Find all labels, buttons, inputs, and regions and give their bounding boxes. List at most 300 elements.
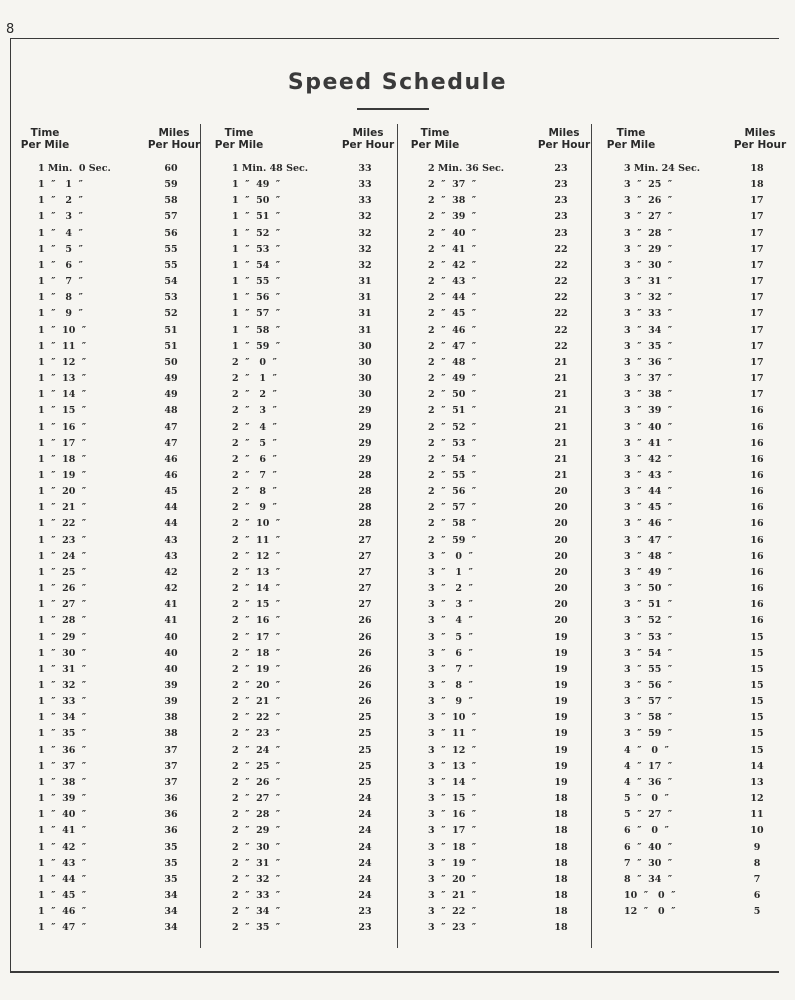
miles-per-hour-cell: 12 [750, 793, 764, 805]
miles-per-hour-cell: 46 [164, 453, 178, 465]
table-row [408, 403, 598, 419]
miles-per-hour-cell: 19 [554, 696, 568, 708]
miles-per-hour-cell: 44 [164, 502, 178, 514]
miles-per-hour-cell: 43 [164, 550, 178, 562]
miles-per-hour-cell: 33 [358, 179, 372, 191]
table-row [604, 581, 794, 597]
time-per-mile-cell: 3 ″ 30 ″ [624, 259, 673, 271]
table-row [212, 581, 402, 597]
time-per-mile-cell: 3 ″ 22 ″ [428, 906, 477, 918]
time-per-mile-cell: 1 ″ 39 ″ [38, 793, 87, 805]
table-row [408, 274, 598, 290]
time-per-mile-cell: 3 ″ 29 ″ [624, 243, 673, 255]
time-per-mile-cell: 1 ″ 22 ″ [38, 518, 87, 530]
miles-per-hour-cell: 41 [164, 615, 178, 627]
table-row [408, 807, 598, 823]
table-row [212, 516, 402, 532]
miles-per-hour-cell: 57 [164, 211, 178, 223]
table-row [212, 565, 402, 581]
miles-per-hour-cell: 10 [750, 825, 764, 837]
time-per-mile-cell: 1 ″ 34 ″ [38, 712, 87, 724]
time-per-mile-cell: 1 ″ 4 ″ [38, 227, 83, 239]
table-row [408, 323, 598, 339]
table-row [408, 743, 598, 759]
miles-per-hour-cell: 23 [554, 227, 568, 239]
time-per-mile-cell: 3 ″ 32 ″ [624, 292, 673, 304]
miles-per-hour-cell: 21 [554, 405, 568, 417]
table-row [18, 872, 208, 888]
time-per-mile-cell: 2 ″ 49 ″ [428, 373, 477, 385]
table-row [408, 823, 598, 839]
time-per-mile-cell: 2 ″ 50 ″ [428, 389, 477, 401]
table-row [212, 420, 402, 436]
table-row [604, 613, 794, 629]
miles-per-hour-cell: 17 [750, 389, 764, 401]
time-per-mile-cell: 2 ″ 26 ″ [232, 776, 281, 788]
table-row [18, 484, 208, 500]
miles-per-hour-cell: 16 [750, 437, 764, 449]
time-per-mile-cell: 1 ″ 51 ″ [232, 211, 281, 223]
table-row [408, 888, 598, 904]
table-row [18, 403, 208, 419]
time-per-mile-cell: 2 ″ 5 ″ [232, 437, 277, 449]
time-per-mile-cell: 1 ″ 58 ″ [232, 324, 281, 336]
time-per-mile-cell: 1 ″ 12 ″ [38, 356, 87, 368]
miles-per-hour-cell: 18 [554, 906, 568, 918]
miles-per-hour-cell: 49 [164, 373, 178, 385]
time-per-mile-cell: 3 ″ 39 ″ [624, 405, 673, 417]
miles-per-hour-cell: 37 [164, 744, 178, 756]
time-per-mile-cell: 2 ″ 9 ″ [232, 502, 277, 514]
time-per-mile-cell: 1 ″ 3 ″ [38, 211, 83, 223]
time-per-mile-cell: 1 ″ 36 ″ [38, 744, 87, 756]
miles-per-hour-cell: 22 [554, 324, 568, 336]
table-row [18, 613, 208, 629]
miles-per-hour-cell: 56 [164, 227, 178, 239]
time-per-mile-cell: 3 ″ 46 ″ [624, 518, 673, 530]
table-row [604, 339, 794, 355]
table-row [604, 630, 794, 646]
table-row [212, 646, 402, 662]
table-row [408, 226, 598, 242]
miles-per-hour-cell: 17 [750, 373, 764, 385]
miles-per-hour-cell: 36 [164, 825, 178, 837]
time-per-mile-cell: 1 ″ 43 ″ [38, 857, 87, 869]
table-row [604, 403, 794, 419]
time-per-mile-cell: 1 ″ 26 ″ [38, 583, 87, 595]
miles-per-hour-cell: 58 [164, 195, 178, 207]
time-per-mile-cell: 3 ″ 43 ″ [624, 469, 673, 481]
miles-per-hour-cell: 16 [750, 550, 764, 562]
table-row [408, 630, 598, 646]
miles-per-hour-cell: 29 [358, 437, 372, 449]
table-row [212, 872, 402, 888]
miles-per-hour-cell: 24 [358, 825, 372, 837]
table-row [18, 581, 208, 597]
time-per-mile-cell: 2 ″ 30 ″ [232, 841, 281, 853]
time-per-mile-cell: 4 ″ 17 ″ [624, 760, 673, 772]
table-row [212, 468, 402, 484]
time-per-mile-cell: 1 ″ 29 ″ [38, 631, 87, 643]
miles-per-hour-cell: 30 [358, 340, 372, 352]
miles-per-hour-cell: 20 [554, 599, 568, 611]
time-per-mile-cell: 1 ″ 11 ″ [38, 340, 87, 352]
miles-per-hour-cell: 40 [164, 647, 178, 659]
header-line: Per Mile [410, 138, 460, 151]
table-row [604, 533, 794, 549]
time-per-mile-header [204, 128, 274, 151]
table-rows [18, 161, 208, 937]
miles-per-hour-cell: 45 [164, 486, 178, 498]
table-row [212, 436, 402, 452]
time-per-mile-cell: 2 ″ 13 ″ [232, 566, 281, 578]
miles-per-hour-cell: 28 [358, 518, 372, 530]
miles-per-hour-cell: 15 [750, 728, 764, 740]
miles-per-hour-cell: 16 [750, 518, 764, 530]
time-per-mile-cell: 5 ″ 0 ″ [624, 793, 669, 805]
time-per-mile-cell: 3 ″ 27 ″ [624, 211, 673, 223]
miles-per-hour-cell: 25 [358, 776, 372, 788]
miles-per-hour-cell: 32 [358, 211, 372, 223]
miles-per-hour-cell: 19 [554, 680, 568, 691]
table-row [18, 856, 208, 872]
header-line: Per Hour [537, 138, 591, 151]
miles-per-hour-cell: 23 [554, 211, 568, 223]
table-row [408, 840, 598, 856]
time-per-mile-header [400, 128, 470, 151]
frame-top-rule [10, 38, 779, 39]
miles-per-hour-cell: 59 [164, 179, 178, 191]
miles-per-hour-cell: 27 [358, 550, 372, 562]
miles-per-hour-cell: 37 [164, 760, 178, 772]
time-per-mile-cell: 3 ″ 4 ″ [428, 615, 473, 627]
miles-per-hour-cell: 24 [358, 793, 372, 805]
miles-per-hour-cell: 16 [750, 583, 764, 595]
miles-per-hour-cell: 38 [164, 712, 178, 724]
miles-per-hour-cell: 16 [750, 534, 764, 546]
miles-per-hour-cell: 51 [164, 340, 178, 352]
table-row [408, 726, 598, 742]
time-per-mile-cell: 3 ″ 36 ″ [624, 356, 673, 368]
table-row [18, 630, 208, 646]
miles-per-hour-cell: 25 [358, 728, 372, 740]
table-row [18, 710, 208, 726]
table-rows [604, 161, 794, 920]
time-per-mile-cell: 1 ″ 6 ″ [38, 259, 83, 271]
table-row [18, 775, 208, 791]
miles-per-hour-cell: 18 [554, 793, 568, 805]
time-per-mile-cell: 3 ″ 34 ″ [624, 324, 673, 336]
miles-per-hour-cell: 24 [358, 809, 372, 821]
time-per-mile-cell: 1 ″ 19 ″ [38, 469, 87, 481]
miles-per-hour-cell: 21 [554, 373, 568, 385]
miles-per-hour-cell: 20 [554, 566, 568, 578]
time-per-mile-cell: 3 ″ 42 ″ [624, 453, 673, 465]
miles-per-hour-cell: 21 [554, 453, 568, 465]
miles-per-hour-cell: 23 [554, 163, 568, 174]
table-row [408, 209, 598, 225]
table-row [604, 274, 794, 290]
miles-per-hour-cell: 15 [750, 680, 764, 691]
table-row [18, 306, 208, 322]
time-per-mile-cell: 2 ″ 21 ″ [232, 696, 281, 708]
time-per-mile-cell: 3 ″ 18 ″ [428, 841, 477, 853]
table-row [408, 290, 598, 306]
time-per-mile-cell: 5 ″ 27 ″ [624, 809, 673, 821]
table-row [18, 371, 208, 387]
table-rows [408, 161, 598, 937]
table-row [604, 516, 794, 532]
table-row [212, 920, 402, 936]
time-per-mile-cell: 3 ″ 56 ″ [624, 680, 673, 691]
table-row [604, 807, 794, 823]
page-title: Speed Schedule [287, 70, 508, 95]
time-per-mile-cell: 3 ″ 19 ″ [428, 857, 477, 869]
miles-per-hour-cell: 20 [554, 615, 568, 627]
miles-per-hour-cell: 16 [750, 566, 764, 578]
miles-per-hour-cell: 60 [164, 163, 178, 174]
miles-per-hour-cell: 20 [554, 518, 568, 530]
miles-per-hour-cell: 35 [164, 857, 178, 869]
table-row [18, 242, 208, 258]
time-per-mile-cell: 2 ″ 20 ″ [232, 680, 281, 691]
time-per-mile-cell: 2 ″ 58 ″ [428, 518, 477, 530]
miles-per-hour-cell: 17 [750, 340, 764, 352]
table-row [212, 500, 402, 516]
table-row [212, 484, 402, 500]
miles-per-hour-cell: 48 [164, 405, 178, 417]
table-row [18, 193, 208, 209]
miles-per-hour-header [534, 128, 594, 151]
column-header [212, 128, 402, 162]
miles-per-hour-cell: 38 [164, 728, 178, 740]
table-column [18, 128, 208, 958]
table-row [408, 613, 598, 629]
miles-per-hour-cell: 19 [554, 647, 568, 659]
table-row [604, 290, 794, 306]
time-per-mile-cell: 4 ″ 0 ″ [624, 744, 669, 756]
miles-per-hour-cell: 19 [554, 663, 568, 675]
table-row [212, 630, 402, 646]
miles-per-hour-cell: 16 [750, 615, 764, 627]
miles-per-hour-cell: 28 [358, 486, 372, 498]
time-per-mile-cell: 1 Min. 48 Sec. [232, 163, 309, 174]
miles-per-hour-cell: 33 [358, 163, 372, 174]
miles-per-hour-cell: 22 [554, 292, 568, 304]
table-row [18, 274, 208, 290]
time-per-mile-cell: 1 ″ 28 ″ [38, 615, 87, 627]
miles-per-hour-cell: 46 [164, 469, 178, 481]
time-per-mile-cell: 2 ″ 6 ″ [232, 453, 277, 465]
table-row [604, 775, 794, 791]
time-per-mile-cell: 3 ″ 51 ″ [624, 599, 673, 611]
miles-per-hour-cell: 23 [358, 922, 372, 934]
table-column [212, 128, 402, 958]
time-per-mile-cell: 3 ″ 20 ″ [428, 873, 477, 885]
table-row [604, 161, 794, 177]
header-line: Time [420, 127, 450, 139]
miles-per-hour-cell: 24 [358, 857, 372, 869]
table-row [604, 791, 794, 807]
time-per-mile-cell: 1 ″ 45 ″ [38, 890, 87, 902]
miles-per-hour-cell: 40 [164, 631, 178, 643]
miles-per-hour-cell: 43 [164, 534, 178, 546]
miles-per-hour-cell: 51 [164, 324, 178, 336]
table-row [604, 323, 794, 339]
table-row [212, 840, 402, 856]
time-per-mile-cell: 2 ″ 14 ″ [232, 583, 281, 595]
time-per-mile-cell: 2 ″ 35 ″ [232, 922, 281, 934]
time-per-mile-cell: 3 ″ 3 ″ [428, 599, 473, 611]
table-row [212, 613, 402, 629]
time-per-mile-cell: 3 ″ 0 ″ [428, 550, 473, 562]
table-row [604, 452, 794, 468]
table-row [604, 484, 794, 500]
header-line: Time [30, 127, 60, 139]
table-row [18, 290, 208, 306]
miles-per-hour-cell: 29 [358, 421, 372, 433]
miles-per-hour-cell: 21 [554, 421, 568, 433]
time-per-mile-cell: 2 ″ 40 ″ [428, 227, 477, 239]
table-row [408, 581, 598, 597]
time-per-mile-cell: 2 ″ 23 ″ [232, 728, 281, 740]
table-row [408, 516, 598, 532]
header-line: Time [224, 127, 254, 139]
miles-per-hour-cell: 9 [753, 841, 761, 853]
time-per-mile-cell: 2 ″ 56 ″ [428, 486, 477, 498]
miles-per-hour-cell: 19 [554, 712, 568, 724]
time-per-mile-cell: 2 ″ 34 ″ [232, 906, 281, 918]
time-per-mile-cell: 2 ″ 31 ″ [232, 857, 281, 869]
table-row [212, 242, 402, 258]
miles-per-hour-cell: 16 [750, 469, 764, 481]
time-per-mile-cell: 2 ″ 44 ″ [428, 292, 477, 304]
miles-per-hour-cell: 6 [753, 890, 761, 902]
table-row [604, 646, 794, 662]
miles-per-hour-cell: 24 [358, 841, 372, 853]
time-per-mile-cell: 3 ″ 35 ″ [624, 340, 673, 352]
table-row [18, 258, 208, 274]
miles-per-hour-header [144, 128, 204, 151]
table-row [408, 306, 598, 322]
table-row [18, 549, 208, 565]
time-per-mile-cell: 2 ″ 47 ″ [428, 340, 477, 352]
table-row [212, 274, 402, 290]
miles-per-hour-cell: 31 [358, 308, 372, 320]
time-per-mile-cell: 1 ″ 25 ″ [38, 566, 87, 578]
miles-per-hour-cell: 17 [750, 292, 764, 304]
miles-per-hour-cell: 37 [164, 776, 178, 788]
time-per-mile-cell: 2 ″ 16 ″ [232, 615, 281, 627]
table-row [212, 807, 402, 823]
time-per-mile-cell: 1 ″ 5 ″ [38, 243, 83, 255]
time-per-mile-cell: 1 ″ 8 ″ [38, 292, 83, 304]
table-row [408, 759, 598, 775]
time-per-mile-cell: 4 ″ 36 ″ [624, 776, 673, 788]
time-per-mile-cell: 3 ″ 6 ″ [428, 647, 473, 659]
table-row [212, 823, 402, 839]
time-per-mile-cell: 3 ″ 14 ″ [428, 776, 477, 788]
table-row [604, 904, 794, 920]
time-per-mile-cell: 1 ″ 27 ″ [38, 599, 87, 611]
miles-per-hour-cell: 27 [358, 534, 372, 546]
miles-per-hour-cell: 17 [750, 276, 764, 288]
miles-per-hour-cell: 20 [554, 486, 568, 498]
miles-per-hour-cell: 21 [554, 356, 568, 368]
time-per-mile-cell: 8 ″ 34 ″ [624, 873, 673, 885]
table-row [18, 597, 208, 613]
table-row [408, 920, 598, 936]
miles-per-hour-cell: 19 [554, 744, 568, 756]
time-per-mile-cell: 1 ″ 44 ″ [38, 873, 87, 885]
miles-per-hour-cell: 33 [358, 195, 372, 207]
table-row [408, 500, 598, 516]
time-per-mile-cell: 2 ″ 25 ″ [232, 760, 281, 772]
time-per-mile-cell: 1 ″ 35 ″ [38, 728, 87, 740]
time-per-mile-cell: 1 ″ 46 ″ [38, 906, 87, 918]
table-row [604, 549, 794, 565]
table-row [212, 678, 402, 694]
time-per-mile-cell: 3 ″ 7 ″ [428, 663, 473, 675]
header-line: Miles [744, 127, 776, 139]
miles-per-hour-cell: 16 [750, 405, 764, 417]
miles-per-hour-cell: 23 [358, 906, 372, 918]
table-row [18, 791, 208, 807]
miles-per-hour-cell: 23 [554, 195, 568, 207]
time-per-mile-cell: 1 ″ 50 ″ [232, 195, 281, 207]
time-per-mile-cell: 2 ″ 2 ″ [232, 389, 277, 401]
miles-per-hour-cell: 22 [554, 276, 568, 288]
table-row [604, 662, 794, 678]
table-row [212, 694, 402, 710]
miles-per-hour-cell: 18 [554, 825, 568, 837]
time-per-mile-cell: 1 ″ 24 ″ [38, 550, 87, 562]
frame-left-rule [10, 38, 11, 972]
time-per-mile-cell: 1 ″ 13 ″ [38, 373, 87, 385]
table-row [408, 662, 598, 678]
time-per-mile-cell: 1 ″ 17 ″ [38, 437, 87, 449]
time-per-mile-cell: 3 ″ 10 ″ [428, 712, 477, 724]
header-line: Per Hour [147, 138, 201, 151]
time-per-mile-cell: 3 ″ 2 ″ [428, 583, 473, 595]
miles-per-hour-cell: 24 [358, 873, 372, 885]
miles-per-hour-cell: 27 [358, 583, 372, 595]
table-row [604, 759, 794, 775]
time-per-mile-cell: 1 ″ 23 ″ [38, 534, 87, 546]
time-per-mile-cell: 1 ″ 9 ″ [38, 308, 83, 320]
table-row [18, 904, 208, 920]
header-line: Per Mile [214, 138, 264, 151]
table-row [18, 759, 208, 775]
time-per-mile-cell: 2 ″ 28 ″ [232, 809, 281, 821]
miles-per-hour-cell: 21 [554, 469, 568, 481]
table-row [212, 662, 402, 678]
table-row [212, 533, 402, 549]
table-row [18, 323, 208, 339]
miles-per-hour-cell: 31 [358, 276, 372, 288]
table-row [604, 872, 794, 888]
page-number: 8 [6, 22, 15, 37]
table-row [604, 710, 794, 726]
time-per-mile-cell: 1 ″ 21 ″ [38, 502, 87, 514]
miles-per-hour-cell: 52 [164, 308, 178, 320]
time-per-mile-cell: 1 ″ 2 ″ [38, 195, 83, 207]
time-per-mile-cell: 1 ″ 47 ″ [38, 922, 87, 934]
miles-per-hour-cell: 17 [750, 308, 764, 320]
table-row [604, 371, 794, 387]
time-per-mile-cell: 2 ″ 41 ″ [428, 243, 477, 255]
table-row [408, 258, 598, 274]
